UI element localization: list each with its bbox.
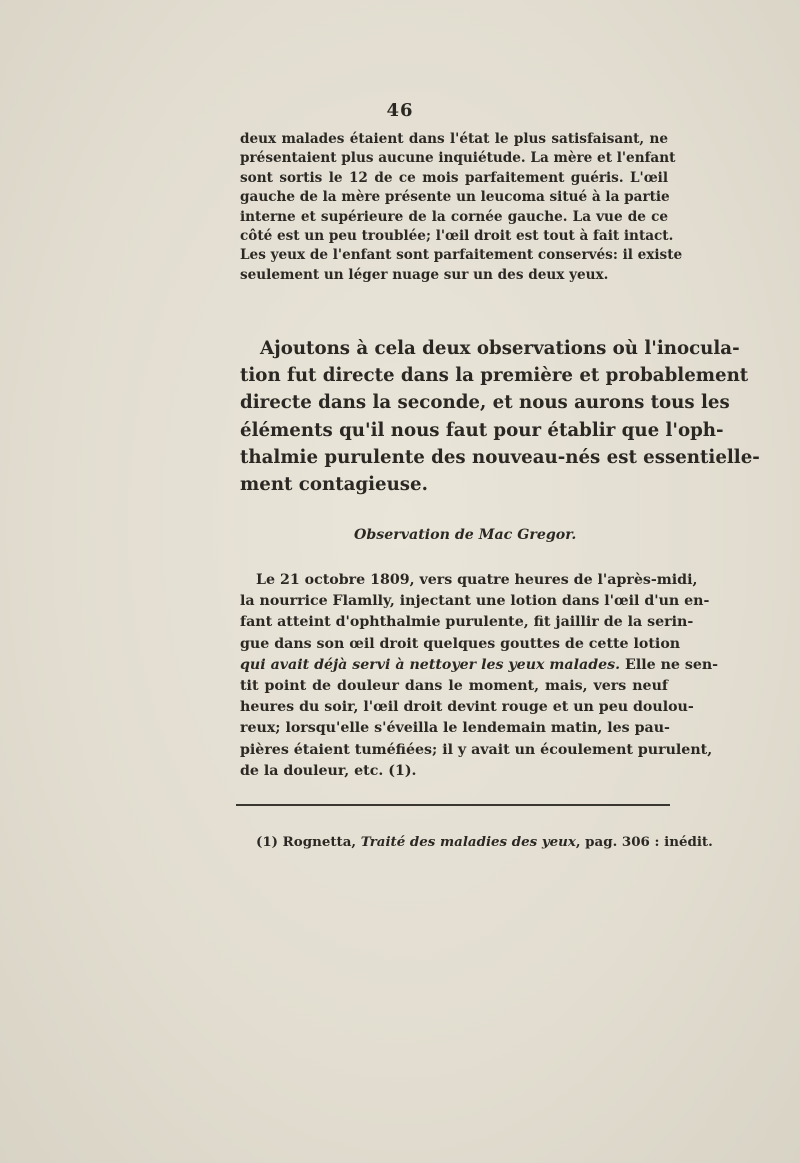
text-line: Le 21 octobre 1809, vers quatre heures de l'après-midi, bbox=[256, 572, 698, 588]
text-line: éléments qu'il nous faut pour établir que l'oph- bbox=[240, 419, 724, 441]
footnote-divider bbox=[236, 804, 670, 806]
text-line: ment contagieuse. bbox=[240, 474, 428, 496]
text-line: fant atteint d'ophthalmie purulente, fit jaillir de la serin- bbox=[240, 614, 694, 631]
page-number: 46 bbox=[386, 100, 414, 121]
footnote bbox=[256, 834, 713, 850]
text-fragment: Elle ne sen- bbox=[620, 656, 719, 673]
footnote-reference: , pag. 306 : inédit. bbox=[575, 834, 713, 850]
text-line: tion fut directe dans la première et probablement bbox=[240, 365, 749, 387]
paragraph-2 bbox=[240, 335, 760, 498]
text-line: heures du soir, l'œil droit devint rouge et un peu doulou- bbox=[240, 699, 694, 716]
text-line: gue dans son œil droit quelques gouttes de cette lotion bbox=[240, 635, 681, 652]
footnote-marker: (1) bbox=[256, 834, 278, 850]
paragraph-3 bbox=[240, 570, 719, 782]
text-line: interne et supérieure de la cornée gauche. La vue de ce bbox=[240, 208, 668, 225]
paragraph-1 bbox=[240, 130, 683, 285]
text-line: gauche de la mère présente un leucoma situé à la partie bbox=[240, 189, 670, 206]
text-line: reux; lorsqu'elle s'éveilla le lendemain matin, les pau- bbox=[240, 720, 670, 737]
text-line: Ajoutons à cela deux observations où l'inocula- bbox=[260, 338, 740, 359]
text-line: Les yeux de l'enfant sont parfaitement conservés: il existe bbox=[240, 247, 683, 264]
footnote-work-title: Traité des maladies des yeux bbox=[360, 834, 576, 850]
text-line: la nourrice Flamlly, injectant une lotion dans l'œil d'un en- bbox=[240, 593, 710, 610]
footnote-author: Rognetta, bbox=[278, 834, 361, 850]
text-line: présentaient plus aucune inquiétude. La mère et l'enfant bbox=[240, 150, 676, 167]
text-line: seulement un léger nuage sur un des deux yeux. bbox=[240, 266, 609, 283]
text-line: pières étaient tuméfiées; il y avait un écoulement purulent, bbox=[240, 741, 713, 758]
text-line: sont sortis le 12 de ce mois parfaitement guéris. L'œil bbox=[240, 169, 668, 186]
text-line: thalmie purulente des nouveau-nés est essentielle- bbox=[240, 446, 760, 468]
observation-heading: Observation de Mac Gregor. bbox=[354, 527, 577, 543]
text-line: directe dans la seconde, et nous aurons tous les bbox=[240, 392, 730, 414]
text-line: côté est un peu troublée; l'œil droit est tout à fait intact. bbox=[240, 228, 674, 245]
italic-quote: qui avait déjà servi à nettoyer les yeux malades. bbox=[240, 656, 621, 673]
text-line bbox=[240, 655, 719, 676]
text-line: deux malades étaient dans l'état le plus satisfaisant, ne bbox=[240, 131, 668, 147]
text-line: tit point de douleur dans le moment, mais, vers neuf bbox=[240, 678, 668, 695]
text-line: de la douleur, etc. (1). bbox=[240, 762, 417, 779]
